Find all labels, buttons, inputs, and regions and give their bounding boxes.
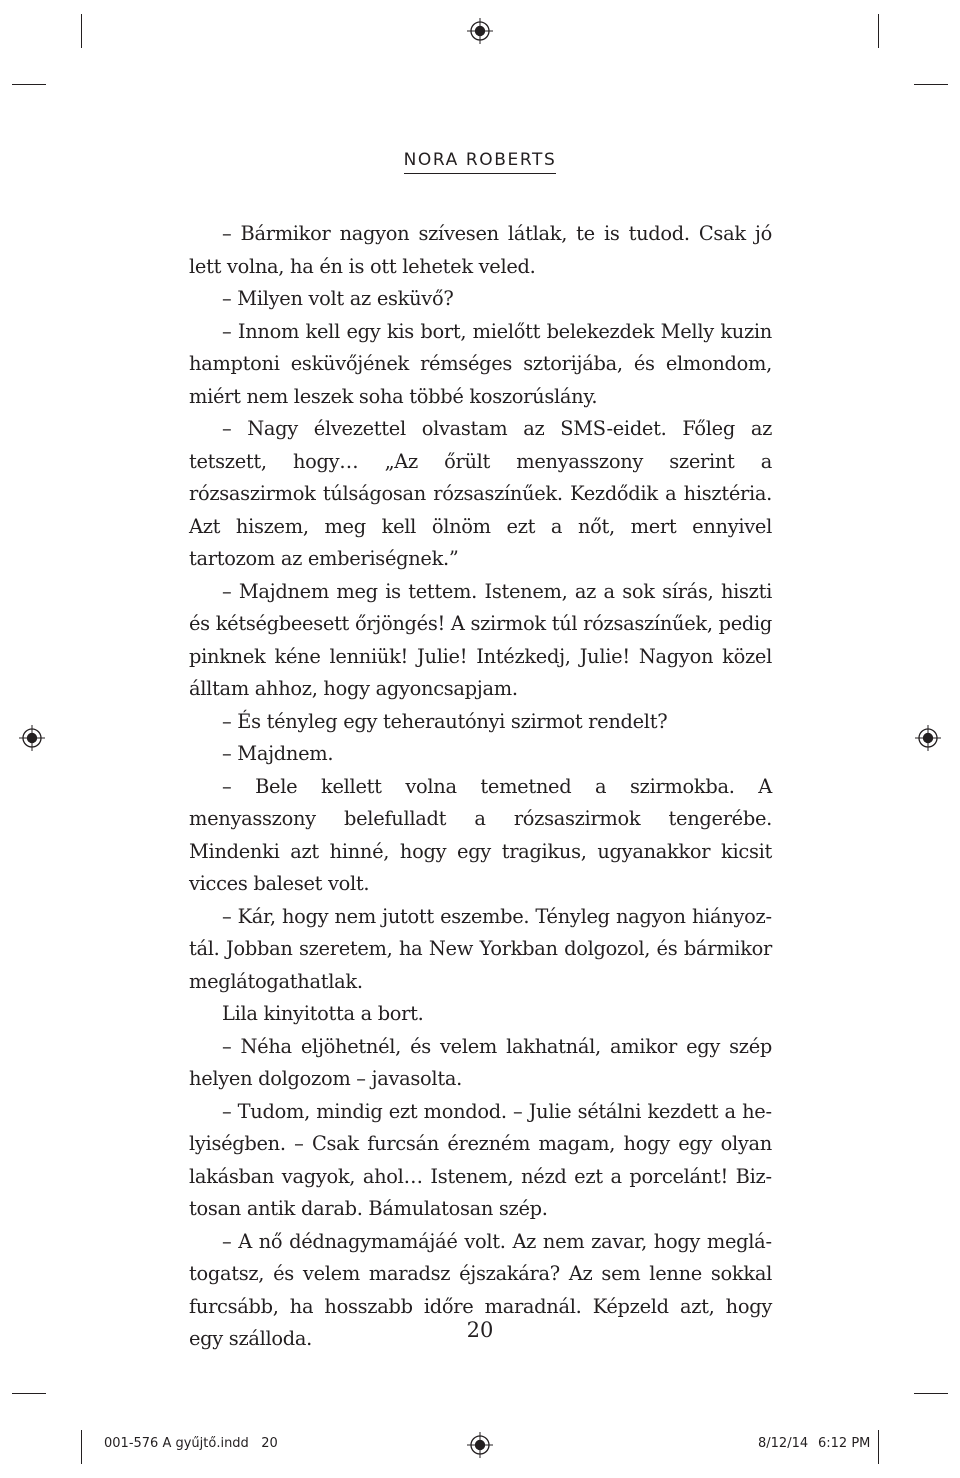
paragraph: – Innom kell egy kis bort, mielőtt belekezdek Melly kuzin hamptoni esküvőjének rémséges sztorijába, és elmondom, miért nem leszek soha többé koszorúslány. (189, 319, 772, 408)
slug-date: 8/12/14 (758, 1436, 809, 1451)
paragraph: – Nagy élvezettel olvastam az SMS-eidet. Főleg az tetszett, hogy… „Az őrült menyasszony szerint a rózsaszirmok túlságosan rózsaszínűek. Kezdődik a hisztéria. Azt hiszem, meg kell ölnöm ezt a nőt, mert ennyivel tartozom az emberiségnek.” (189, 417, 772, 570)
paragraph: – Majdnem meg is tettem. Istenem, az a sok sírás, hiszti és kétségbeesett őrjöngés! A szirmok túl rózsaszínűek, pedig pinknek kéne lenniük! Julie! Intézkedj, Julie! Nagyon közel álltam ahhoz, hogy agyoncsapjam. (189, 579, 772, 700)
crop-mark-top-left-horizontal (12, 84, 46, 85)
paragraph: – A nő dédnagymamájáé volt. Az nem zavar, hogy meglátogatsz, és velem maradsz éjszakára? Az sem lenne sokkal furcsább, ha hosszabb időre maradnál. Képzeld azt, hogy egy szálloda. (189, 1229, 772, 1350)
crop-mark-bottom-right-horizontal (914, 1393, 948, 1394)
paragraph: – Bármikor nagyon szívesen látlak, te is tudod. Csak jó lett volna, ha én is ott lehetek veled. (189, 222, 772, 278)
paragraph: – Milyen volt az esküvő? (222, 287, 454, 310)
registration-mark-left-icon (19, 725, 45, 751)
crop-mark-bottom-left-horizontal (12, 1393, 46, 1394)
crop-mark-top-left-vertical (81, 14, 82, 48)
page-number: 20 (466, 1318, 494, 1342)
slug-file-name: 001-576 A gyűjtő.indd 20 (104, 1436, 278, 1451)
crop-mark-top-right-vertical (878, 14, 879, 48)
crop-mark-bottom-left-vertical (81, 1430, 82, 1464)
paragraph: – Néha eljöhetnél, és velem lakhatnál, amikor egy szép helyen dolgozom – javasolta. (189, 1034, 772, 1090)
registration-mark-bottom-icon (467, 1432, 493, 1458)
slug-time: 6:12 PM (818, 1436, 871, 1451)
paragraph: – Tudom, mindig ezt mondod. – Julie sétálni kezdett a helyiségben. – Csak furcsán érezném magam, hogy egy olyan lakásban vagyok, ahol… Istenem, nézd ezt a porcelánt! Biztosan antik darab. Bámulatosan szép. (189, 1099, 772, 1220)
running-head (0, 150, 960, 174)
body-text (189, 218, 772, 1356)
paragraph: – Bele kellett volna temetned a szirmokba. A menyasszony belefulladt a rózsaszirmok tengerébe. Mindenki azt hinné, hogy egy tragikus, ugyanakkor kicsit vicces baleset volt. (189, 774, 772, 895)
paragraph: – Kár, hogy nem jutott eszembe. Tényleg nagyon hiányoztál. Jobban szeretem, ha New Yorkban dolgozol, és bármikor meglátogathatlak. (189, 904, 772, 993)
running-head-author: NORA ROBERTS (404, 150, 557, 174)
paragraph: Lila kinyitotta a bort. (222, 1002, 424, 1025)
paragraph: – És tényleg egy teherautónyi szirmot rendelt? (222, 709, 668, 733)
paragraph: – Majdnem. (222, 742, 334, 765)
crop-mark-top-right-horizontal (914, 84, 948, 85)
registration-mark-top-icon (467, 18, 493, 44)
registration-mark-right-icon (915, 725, 941, 751)
crop-mark-bottom-right-vertical (878, 1430, 879, 1464)
